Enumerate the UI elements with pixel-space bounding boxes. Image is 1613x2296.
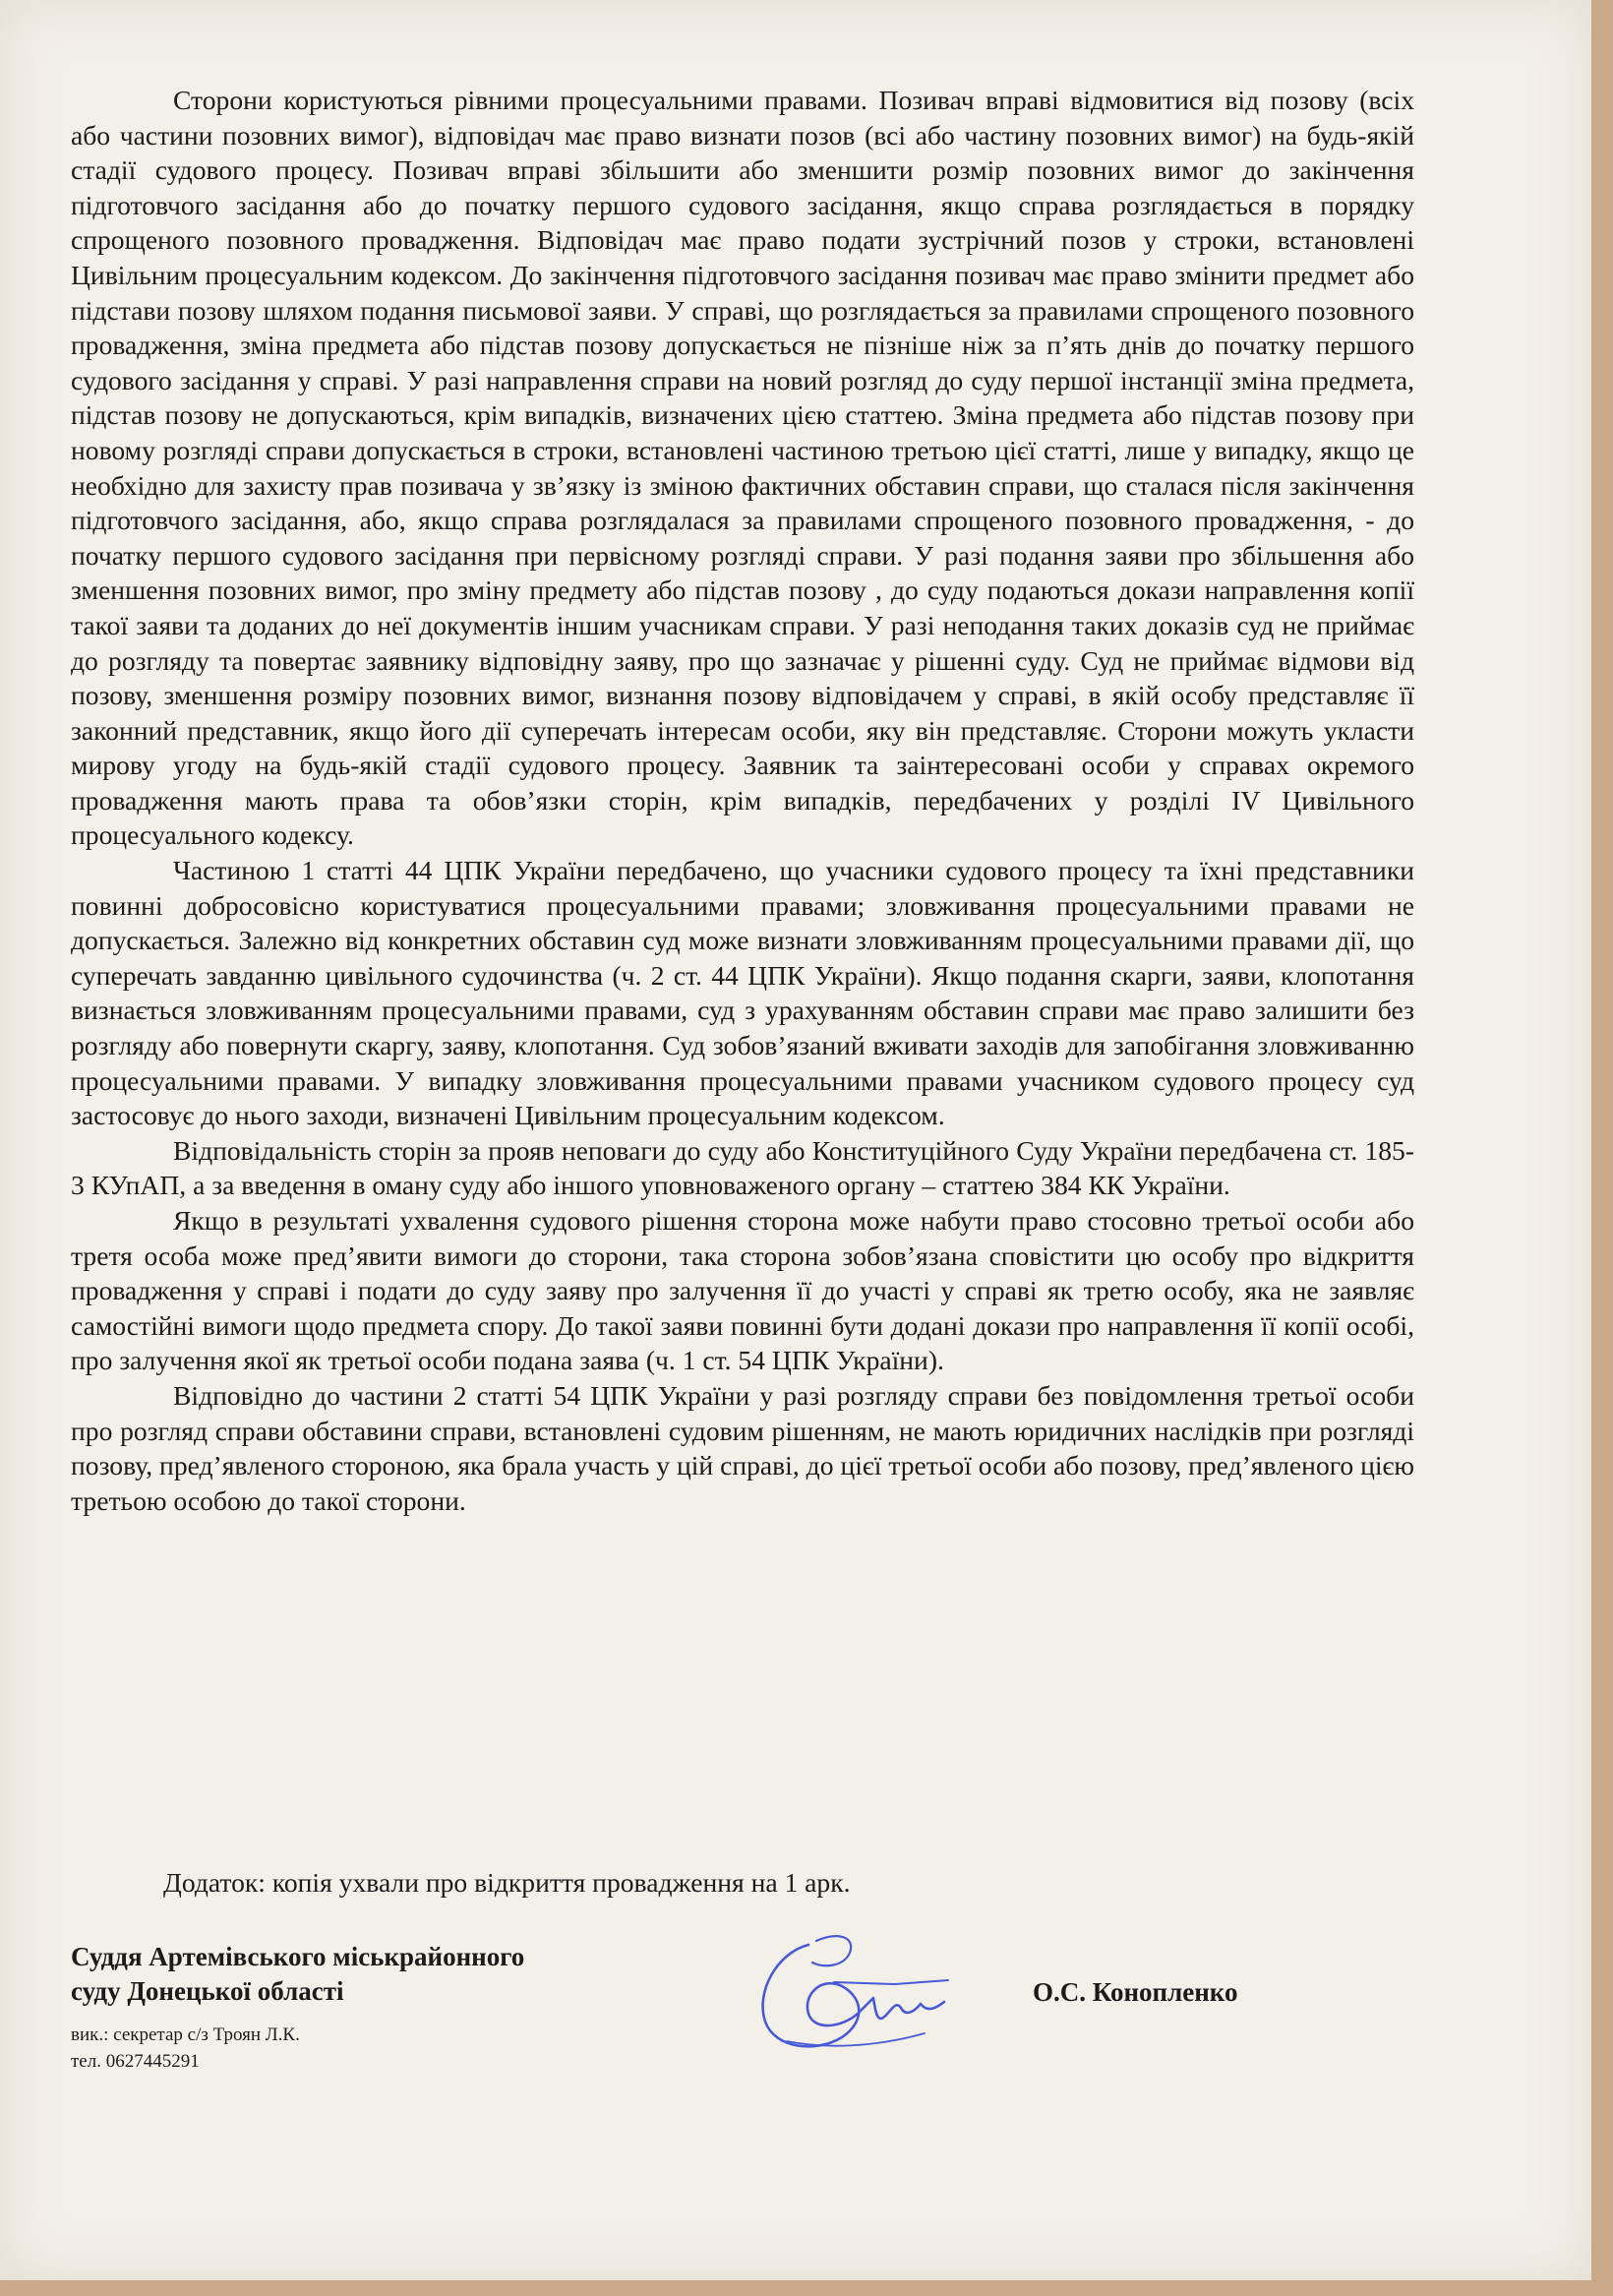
paragraph-procedural-rights: Сторони користуються рівними процесуальними правами. Позивач вправі відмовитися від позову (всіх або частини позовних вимог), відповідач має право визнати позов (всі або частину позовних вимог) на будь-якій стадії судового процесу. Позивач вправі збільшити або зменшити розмір позовних вимог до закінчення підготовчого засідання або до початку першого судового засідання, якщо справа розглядається в порядку спрощеного позовного провадження. Відповідач має право подати зустрічний позов у строки, встановлені Цивільним процесуальним кодексом. До закінчення підготовчого засідання позивач має право змінити предмет або підстави позову шляхом подання письмової заяви. У справі, що розглядається за правилами спрощеного позовного провадження, зміна предмета або підстав позову допускається не пізніше ніж за п’ять днів до початку першого судового засідання у справі. У разі направлення справи на новий розгляд до суду першої інстанції зміна предмета, підстав позову не допускаються, крім випадків, визначених цією статтею. Зміна предмета або підстав позову при новому розгляді справи допускається в строки, встановлені частиною третьою цієї статті, лише у випадку, якщо це необхідно для захисту прав позивача у зв’язку із зміною фактичних обставин справи, що сталася після закінчення підготовчого засідання, або, якщо справа розглядалася за правилами спрощеного позовного провадження, - до початку першого судового засідання при первісному розгляді справи. У разі подання заяви про збільшення або зменшення позовних вимог, про зміну предмету або підстав позову , до суду подаються докази направлення копії такої заяви та доданих до неї документів іншим учасникам справи. У разі неподання таких доказів суд не приймає до розгляду та повертає заявнику відповідну заяву, про що зазначає у рішенні суду. Суд не приймає відмови від позову, зменшення розміру позовних вимог, визнання позову відповідачем у справі, в якій особу представляє її законний представник, якщо його дії суперечать інтересам особи, яку він представляє. Сторони можуть укласти мирову угоду на будь-якій стадії судового процесу. Заявник та заінтересовані особи у справах окремого провадження мають права та обов’язки сторін, крім випадків, передбачених у розділі IV Цивільного процесуального кодексу. (71, 85, 1414, 851)
annex-note: Додаток: копія ухвали про відкриття провадження на 1 арк. (163, 1867, 851, 1898)
document-body (71, 83, 1414, 1518)
paragraph-abuse-of-rights: Частиною 1 статті 44 ЦПК України передбачено, що учасники судового процесу та їхні представники повинні добросовісно користуватися процесуальними правами; зловживання процесуальними правами не допускається. Залежно від конкретних обставин суд може визнати зловживанням процесуальними правами дії, що суперечать завданню цивільного судочинства (ч. 2 ст. 44 ЦПК України). Якщо подання скарги, заяви, клопотання визнається зловживанням процесуальними правами, суд з урахуванням обставин справи має право залишити без розгляду або повернути скаргу, заяву, клопотання. Суд зобов’язаний вживати заходів для запобігання зловживанню процесуальними правами. У випадку зловживання процесуальними правами учасником судового процесу суд застосовує до нього заходи, визначені Цивільним процесуальним кодексом. (71, 855, 1414, 1131)
executor-block (71, 2022, 300, 2075)
paragraph-third-party-consequences: Відповідно до частини 2 статті 54 ЦПК України у разі розгляду справи без повідомлення третьої особи про розгляд справи обставини справи, встановлені судовим рішенням, не мають юридичних наслідків при розгляді позову, пред’явленого стороною, яка брала участь у цій справі, до цієї третьої особи або позову, пред’явленого цією третьою особою до такої сторони. (71, 1379, 1414, 1516)
signature-icon (747, 1923, 964, 2061)
executor-line: вик.: секретар с/з Троян Л.К. (71, 2024, 300, 2045)
judge-name: О.С. Конопленко (1033, 1977, 1238, 2007)
paragraph-third-party-notification: Якщо в результаті ухвалення судового рішення сторона може набути право стосовно третьої особи або третя особа може пред’явити вимоги до сторони, така сторона зобов’язана сповістити цю особу про відкриття провадження у справі і подати до суду заяву про залучення її до участі у справі як третю особу, яка не заявляє самостійні вимоги щодо предмета спору. До такої заяви повинні бути додані докази про направлення її копії особі, про залучення якої як третьої особи подана заява (ч. 1 ст. 54 ЦПК України). (71, 1205, 1414, 1376)
phone-line: тел. 0627445291 (71, 2051, 200, 2072)
judge-title (71, 1940, 524, 2009)
paragraph-liability: Відповідальність сторін за прояв неповаги до суду або Конституційного Суду України передбачена ст. 185-3 КУпАП, а за введення в оману суду або іншого уповноваженого органу – статтею 384 КК України. (71, 1134, 1414, 1201)
judge-title-line-2: суду Донецької області (71, 1976, 344, 2006)
judge-title-line-1: Суддя Артемівського міськрайонного (71, 1942, 525, 1971)
